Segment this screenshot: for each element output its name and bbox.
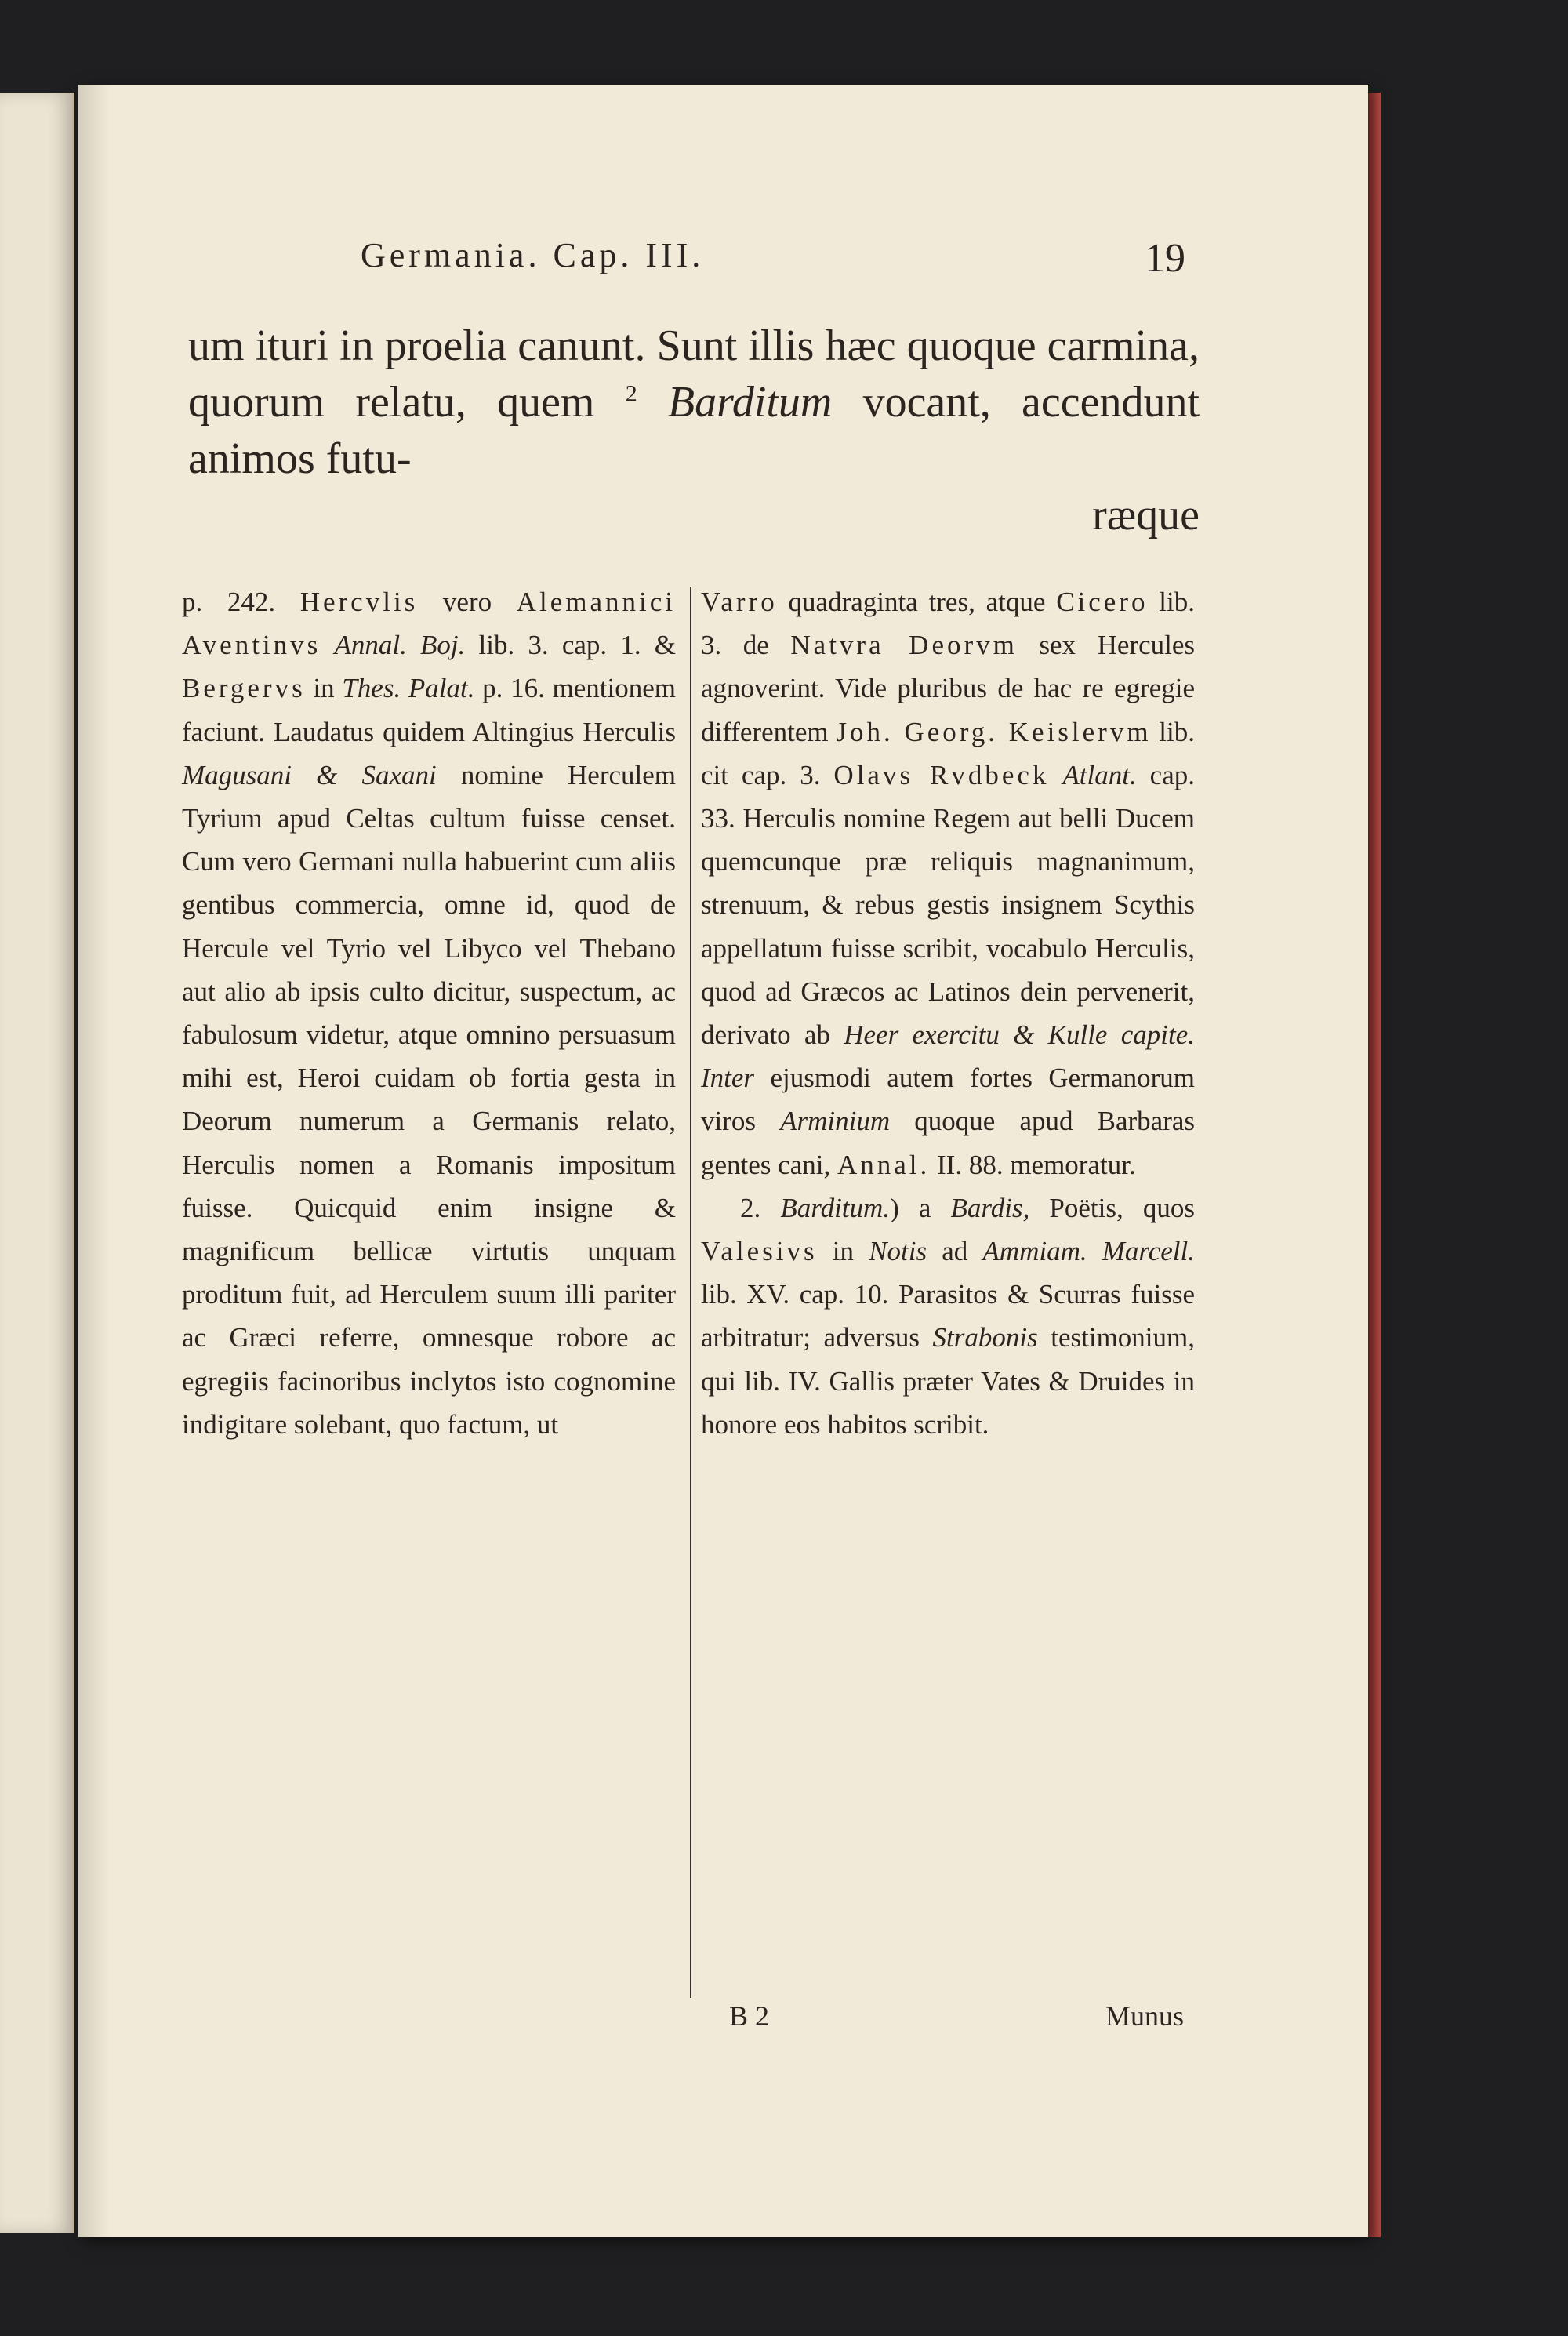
name-keislervm: Joh. Georg. Keislervm: [836, 716, 1152, 747]
page-number: 19: [1145, 236, 1185, 281]
gutter-shadow: [78, 85, 110, 2237]
text: p. 242.: [182, 587, 300, 617]
text: p. 16. mentionem faciunt. Laudatus quidem Altingius Herculis: [182, 673, 676, 747]
text: sex Hercules agnoverint. Vide pluribus de hac re egregie differentem: [701, 630, 1195, 747]
name-strabonis: Strabonis: [932, 1322, 1038, 1353]
footnote-column-left: [182, 580, 676, 1446]
text: quoque apud Barbaras gentes cani,: [701, 1106, 1195, 1180]
text: quadraginta tres, atque: [777, 587, 1057, 617]
running-head: Germania. Cap. III.: [361, 236, 705, 274]
barditum-term: Barditum: [667, 378, 833, 427]
name-arminium: Arminium: [780, 1106, 891, 1137]
text: in: [817, 1236, 869, 1267]
text: vero: [418, 587, 517, 617]
name-cicero: Cicero: [1056, 587, 1149, 617]
footnote-columns: [182, 580, 1201, 2007]
term-barditum: Barditum.: [780, 1192, 891, 1223]
text: testimonium, qui lib. IV. Gallis præter Vates & Druides in honore eos habitos scribit.: [701, 1322, 1195, 1440]
facing-page-edge: [0, 93, 74, 2233]
text: lib. 3. de: [701, 587, 1195, 661]
text: nomine Herculem Tyrium apud Celtas cultum fuisse censet. Cum vero Germani nulla habuerint cum aliis gentibus commercia, omne id, quod de Hercule vel Tyrio vel Libyco vel Thebano aut alio ab ipsis culto dicitur, suspectum, ac fabulosum videtur, atque omnino persuasum mihi est, Heroi cuidam ob fortia gesta in Deorum numerum a Germanis relato, Herculis nomen a Romanis impositum fuisse. Quicquid enim insigne & magnificum bellicæ virtutis unquam proditum fuit, ad Herculem suum illi pariter ac Græci referre, omnesque robore ac egregiis facinoribus inclytos isto cognomine indigitare solebant, quo factum, ut: [182, 759, 677, 1440]
text: [1049, 760, 1062, 790]
text: in: [305, 673, 343, 704]
name-rvdbeck: Olavs Rvdbeck: [833, 759, 1050, 790]
text: ejusmodi autem fortes Germanorum viros: [701, 1063, 1195, 1137]
name-varro: Varro: [701, 587, 778, 617]
text: II. 88. memoratur.: [930, 1149, 1136, 1180]
text: cap. 33. Herculis nomine Regem aut belli Ducem quemcunque præ reliquis magnanimum, strenuum, & rebus gestis insignem Scythis appellatum fuisse scribit, vocabulo Herculis, quod ad Græcos ac Latinos dein pervenerit, derivato ab: [701, 759, 1195, 1051]
text: lib. XV. cap. 10. Parasitos & Scurras fuisse arbitratur; adversus: [701, 1279, 1195, 1353]
name-hercvlis: Hercvlis: [299, 587, 419, 617]
text: ad: [927, 1236, 983, 1267]
word-heer: Heer: [844, 1019, 899, 1051]
phrase-exercitu: exercitu & Kulle capite. Inter: [701, 1019, 1195, 1094]
text: Poëtis, quos: [1029, 1192, 1195, 1223]
signature-mark: B 2: [729, 2000, 770, 2032]
main-text: [188, 318, 1200, 543]
catchword: Munus: [1105, 2000, 1184, 2032]
main-text-part: um ituri in proelia canunt. Sunt illis hæc quoque carmina, quorum relatu, quem: [188, 322, 1200, 427]
ref-natvra-deorvm: Natvra Deorvm: [790, 630, 1018, 661]
text: lib. 3. cap. 1. &: [465, 630, 676, 661]
text: ) a: [890, 1192, 951, 1223]
main-text-last-line: ræque: [1092, 491, 1200, 539]
ref-magusani: Magusani & Saxani: [182, 759, 437, 790]
text: lib. cit cap. 3.: [701, 716, 1195, 790]
ref-annal-boj: Annal. Boj.: [334, 630, 466, 661]
main-text-part: vocant, accendunt animos futu-: [188, 378, 1200, 483]
text: [898, 1019, 912, 1050]
name-bergervs: Bergervs: [182, 673, 306, 704]
note-number: 2.: [740, 1192, 781, 1223]
ref-atlant: Atlant.: [1062, 759, 1137, 790]
term-bardis: Bardis,: [950, 1192, 1030, 1223]
text: [321, 630, 334, 660]
ref-annal: Annal.: [837, 1149, 931, 1180]
footnote-mark: 2: [625, 380, 637, 407]
ref-notis: Notis: [869, 1236, 927, 1267]
page-edge-red: [1368, 93, 1381, 2237]
ref-thes-palat: Thes. Palat.: [342, 673, 475, 704]
name-valesivs: Valesivs: [701, 1236, 818, 1267]
ref-ammiam-marcell: Ammiam. Marcell.: [982, 1236, 1195, 1267]
name-aventinvs: Alemannici Aventinvs: [182, 587, 676, 661]
column-rule: [690, 587, 691, 1998]
footnote-column-right: [701, 580, 1195, 1446]
